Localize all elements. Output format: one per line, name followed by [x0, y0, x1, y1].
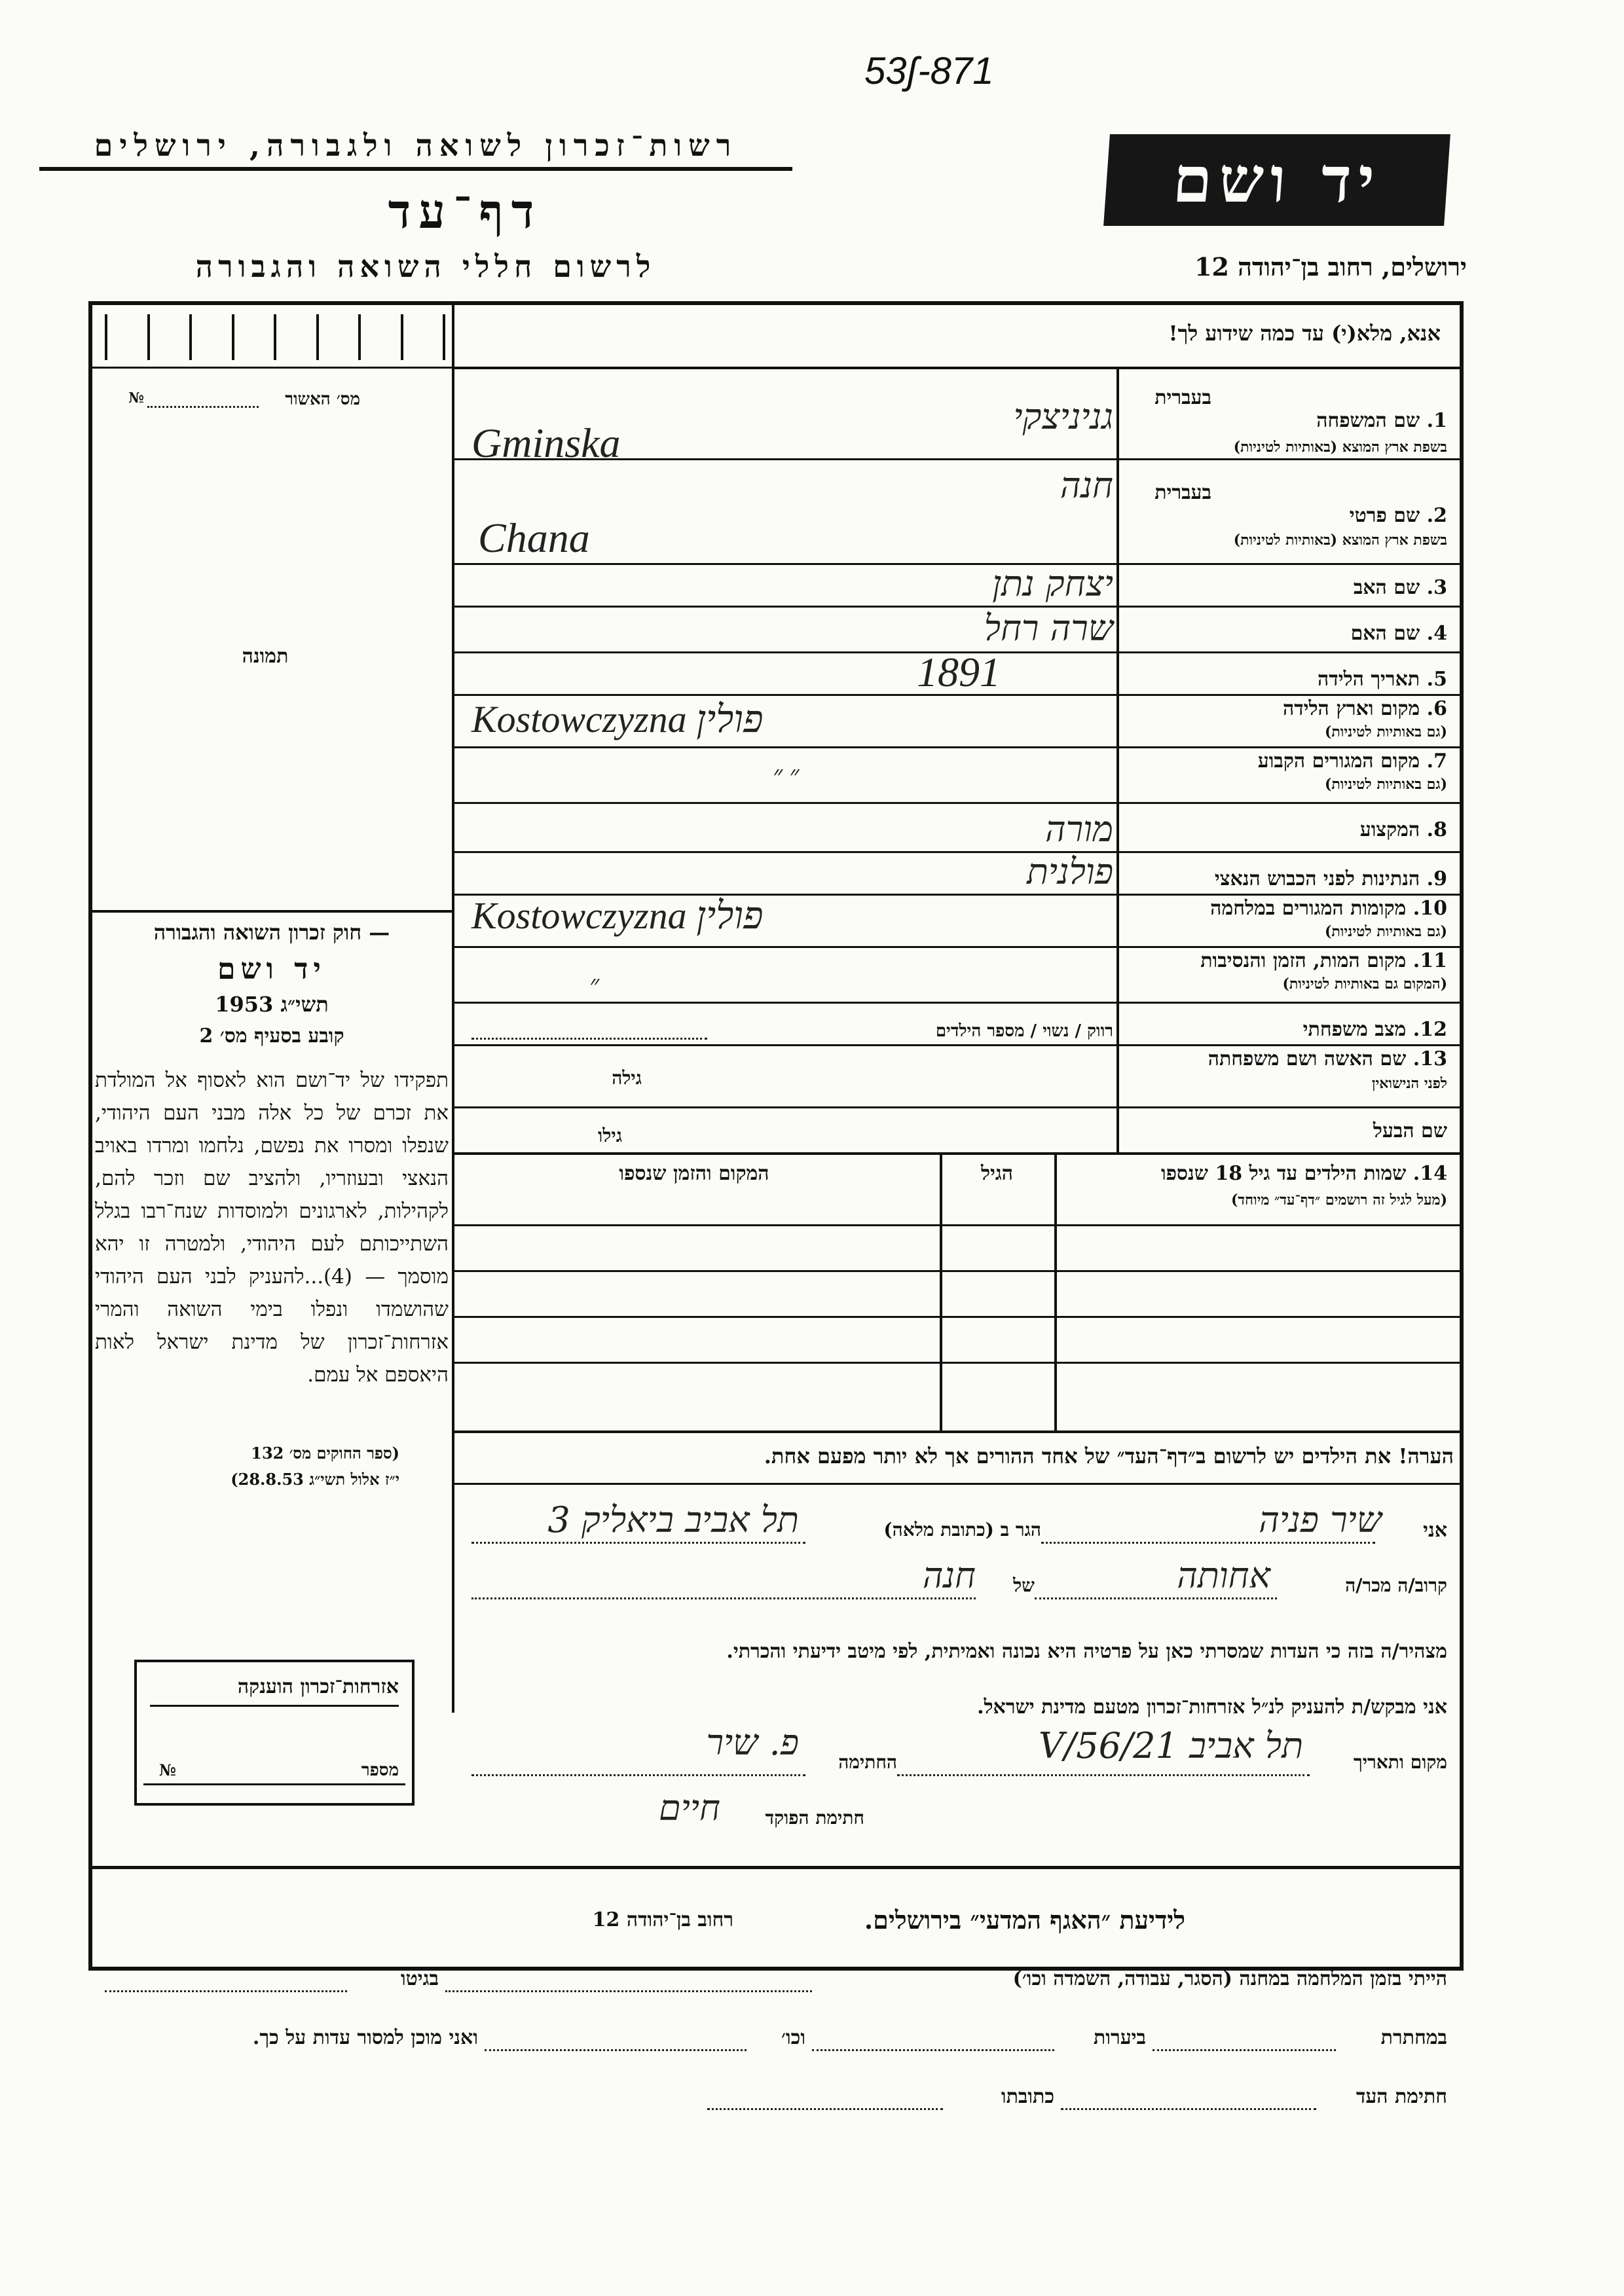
official-signature-label: חתימת הפוקד [765, 1807, 864, 1829]
children-bottom-line [452, 1430, 1460, 1433]
wartime-residence-value: Kostowczyzna פולין [471, 894, 764, 937]
form-subtitle: לרשום חללי השואה והגבורה [195, 249, 656, 284]
children-count-field[interactable] [471, 1038, 707, 1040]
ghetto-field[interactable] [105, 1990, 347, 1992]
field-2-label: 2. שם פרטי [1349, 504, 1447, 527]
children-header-age: הגיל [980, 1162, 1014, 1185]
nationality-value: פולנית [1026, 851, 1113, 892]
yad-vashem-logo: יד ושם [1103, 134, 1450, 226]
field-11-note: (המקום גם באותיות לטיניות) [1282, 975, 1447, 993]
field-7-note: (גם באותיות לטיניות) [1324, 776, 1447, 793]
victim-name-field[interactable] [471, 1597, 976, 1599]
law-ref-1: (ספר החוקים מס׳ 132 [251, 1444, 399, 1463]
field-6-note: (גם באותיות לטיניות) [1324, 723, 1447, 740]
profession-value: מורה [1045, 809, 1113, 850]
witness-name-field[interactable] [1041, 1542, 1375, 1544]
field-8-label: 8. המקצוע [1359, 818, 1447, 841]
law-text: תפקידו של יד־ושם הוא לאסוף אל המולדת את זכרם של כל אלה מבני העם היהודי, שנפלו ומסרו את נפשם, נלחמו ומרדו באויב הנאצי ובעוזריו, ולהציב שם וזכר להם, לקהילות, לארגונים ולמוסדות שנח־רבו בגלל השתייכותם לעם היהודי, ולמטרה זו יהא מוסמך — (4)...להעניק לבני העם היהודי שהושמדו ונפלו בימי השואה והמרי אזרחות־זכרון של מדינת ישראל לאות היאספם אל עמם. [95, 1068, 449, 1387]
photo-label: תמונה [242, 645, 289, 668]
row-line [452, 802, 1460, 804]
checkbox-divider [92, 367, 452, 369]
label-column-divider [1116, 367, 1119, 1152]
signature-label: החתימה [838, 1751, 897, 1773]
official-signature: חיים [659, 1787, 720, 1829]
birth-place-value: Kostowczyzna פולין [471, 698, 764, 740]
law-name: יד ושם [217, 953, 326, 986]
father-name-value: יצחק נתן [992, 563, 1113, 604]
field-3-label: 3. שם האב [1353, 576, 1447, 599]
children-row-line [452, 1362, 1460, 1364]
signature-field[interactable] [471, 1774, 805, 1776]
field-13-label: 13. שם האשה ושם משפחתה [1208, 1048, 1447, 1070]
bottom-title-address: רחוב בן־יהודה 12 [592, 1908, 733, 1931]
request-text: אני מבקש/ת להעניק לנ״ל אזרחות־זכרון מטעם מדינת ישראל. [977, 1696, 1447, 1719]
field-1-label: 1. שם המשפחה [1316, 409, 1447, 432]
hebrew-label-1: בעברית [1154, 386, 1211, 409]
witness-signature: פ. שיר [706, 1722, 799, 1763]
form-title: דף־עד [388, 183, 542, 239]
field-10-label: 10. מקומות המגורים במלחמה [1210, 897, 1447, 920]
birth-date-value: 1891 [917, 649, 1001, 695]
witness-relation-field[interactable] [1035, 1597, 1277, 1599]
row-line [452, 1044, 1460, 1046]
underground-field[interactable] [1153, 2049, 1336, 2051]
place-date-value: תל אביב 21/V/56 [1039, 1725, 1303, 1766]
citizenship-box [134, 1660, 415, 1806]
citizenship-number-label: מספר [361, 1760, 399, 1780]
husband-gilo-label: גילו [598, 1125, 622, 1146]
law-title: — חוק זכרון השואה והגבורה [153, 920, 390, 945]
bottom-address-label: כתובתו [1001, 2085, 1054, 2108]
note-text: הערה! את הילדים יש לרשום ב״דף־העד״ של אחד ההורים אך לא יותר מפעם אחת. [764, 1444, 1454, 1468]
witness-address-value: תל אביב ביאליק 3 [547, 1499, 799, 1540]
approval-no-symbol: № [128, 390, 144, 407]
place-date-field[interactable] [897, 1774, 1310, 1776]
witness-address-label: הגר ב (כתובת מלאה) [883, 1519, 1041, 1540]
bottom-underground-label: במחתרת [1380, 2026, 1447, 2049]
children-col-divider [940, 1152, 942, 1430]
field-9-label: 9. הנתינות לפני הכבוש הנאצי [1214, 867, 1447, 890]
declaration-text: מצהיר/ה בזה כי העדות שמסרתי כאן על פרטיה היא נכונה ואמיתית, לפי מיטב ידיעתי והכרתי. [726, 1640, 1447, 1663]
law-year: תשי״ג 1953 [215, 992, 329, 1017]
marital-status-options: רווק / נשוי / מספר הילדים [935, 1021, 1113, 1041]
field-10-note: (גם באותיות לטיניות) [1324, 923, 1447, 940]
field-5-label: 5. תאריך הלידה [1318, 668, 1447, 691]
row-line [452, 1152, 1460, 1155]
witness-address-bottom-field[interactable] [707, 2108, 943, 2110]
intro-divider [452, 367, 1460, 369]
witness-ani: אני [1423, 1519, 1447, 1542]
law-clause: קובע בסעיף מס׳ 2 [199, 1025, 344, 1048]
field-4-label: 4. שם האם [1350, 622, 1447, 645]
row-line [452, 746, 1460, 748]
children-header-place: המקום והזמן שנספו [619, 1162, 769, 1185]
row-line [452, 946, 1460, 948]
witness-address-field[interactable] [471, 1542, 805, 1544]
citizenship-number-line [143, 1783, 405, 1785]
intro-text: אנא, מלא(י) עד כמה שידוע לך! [1168, 321, 1441, 346]
firstname-hebrew-value: חנה [1060, 465, 1113, 506]
hebrew-label-2: בעברית [1154, 481, 1211, 504]
left-column-divider [452, 305, 454, 1713]
death-place-value: ״ [589, 970, 600, 999]
header-address: ירושלים, רחוב בן־יהודה 12 [1194, 252, 1467, 282]
citizenship-box-title: אזרחות־זכרון הוענקה [150, 1675, 399, 1707]
place-date-label: מקום ותאריך [1353, 1751, 1447, 1773]
bottom-line1: הייתי בזמן המלחמה במחנה (הסגר, עבודה, השמדה וכו׳) [1012, 1967, 1447, 1990]
org-header: רשות־זכרון לשואה ולגבורה, ירושלים [39, 128, 792, 171]
husband-label: שם הבעל [1373, 1120, 1447, 1142]
wife-gila-label: גילה [612, 1067, 642, 1089]
approval-number-field[interactable] [147, 406, 259, 408]
field-11-label: 11. מקום המות, הזמן והנסיבות [1200, 949, 1447, 972]
firstname-latin-value: Chana [478, 515, 590, 561]
other-field[interactable] [485, 2049, 747, 2051]
row-line [452, 1106, 1460, 1108]
bottom-testimony-text: ואני מוכן למסור עדות על כך. [252, 2026, 478, 2049]
field-7-label: 7. מקום המגורים הקבוע [1257, 750, 1447, 773]
field-1-note: בשפת ארץ המוצא (באותיות לטיניות) [1233, 439, 1447, 456]
witness-name-value: שיר פניה [1259, 1499, 1382, 1540]
citizenship-no-symbol: № [158, 1760, 176, 1779]
witness-of-label: של [1013, 1575, 1035, 1596]
bottom-forests-label: ביערות [1093, 2026, 1146, 2049]
field-12-label: 12. מצב משפחתי [1302, 1018, 1447, 1041]
witness-of-name-value: חנה [922, 1555, 976, 1596]
approval-label: מס׳ האשור [285, 390, 360, 409]
camp-field[interactable] [445, 1990, 812, 1992]
photo-divider [92, 910, 452, 913]
row-line [452, 1002, 1460, 1004]
children-header-name: 14. שמות הילדים עד גיל 18 שנספו [1160, 1162, 1447, 1185]
witness-sig-field[interactable] [1061, 2108, 1316, 2110]
forests-field[interactable] [812, 2049, 1054, 2051]
witness-relation-value: אחותה [1177, 1555, 1270, 1596]
archive-stamp-number: 53ʃ-871 [864, 50, 994, 92]
surname-latin-value: Gminska [471, 420, 621, 466]
bottom-witness-sig-label: חתימת העד [1356, 2085, 1447, 2108]
surname-hebrew-value: גניניצקי [1013, 396, 1113, 437]
children-col-divider [1054, 1152, 1057, 1430]
bottom-title: לידיעת ״האגף המדעי״ בירושלים. [864, 1905, 1185, 1935]
bottom-etc-label: וכו׳ [781, 2026, 805, 2049]
field-13-note: לפני הנישואין [1371, 1075, 1447, 1092]
children-header-note: (מעל לגיל זה רושמים ״דף־עד״ מיוחד) [1230, 1192, 1447, 1209]
bottom-divider [88, 1866, 1464, 1869]
witness-relative-label: קרוב/ה מכר/ה [1345, 1575, 1447, 1596]
note-divider [452, 1483, 1460, 1485]
children-row-line [452, 1270, 1460, 1272]
bottom-ghetto-label: בגיטו [400, 1967, 439, 1990]
field-6-label: 6. מקום וארץ הלידה [1282, 697, 1447, 720]
children-row-line [452, 1316, 1460, 1318]
children-row-line [452, 1224, 1460, 1226]
residence-value: ״ ״ [773, 760, 800, 790]
checkbox-row [105, 314, 445, 360]
field-2-note: בשפת ארץ המוצא (באותיות לטיניות) [1233, 532, 1447, 549]
mother-name-value: שרה רחל [984, 608, 1113, 649]
law-ref-2: י״ז אלול תשי״ג 28.8.53) [231, 1470, 399, 1489]
